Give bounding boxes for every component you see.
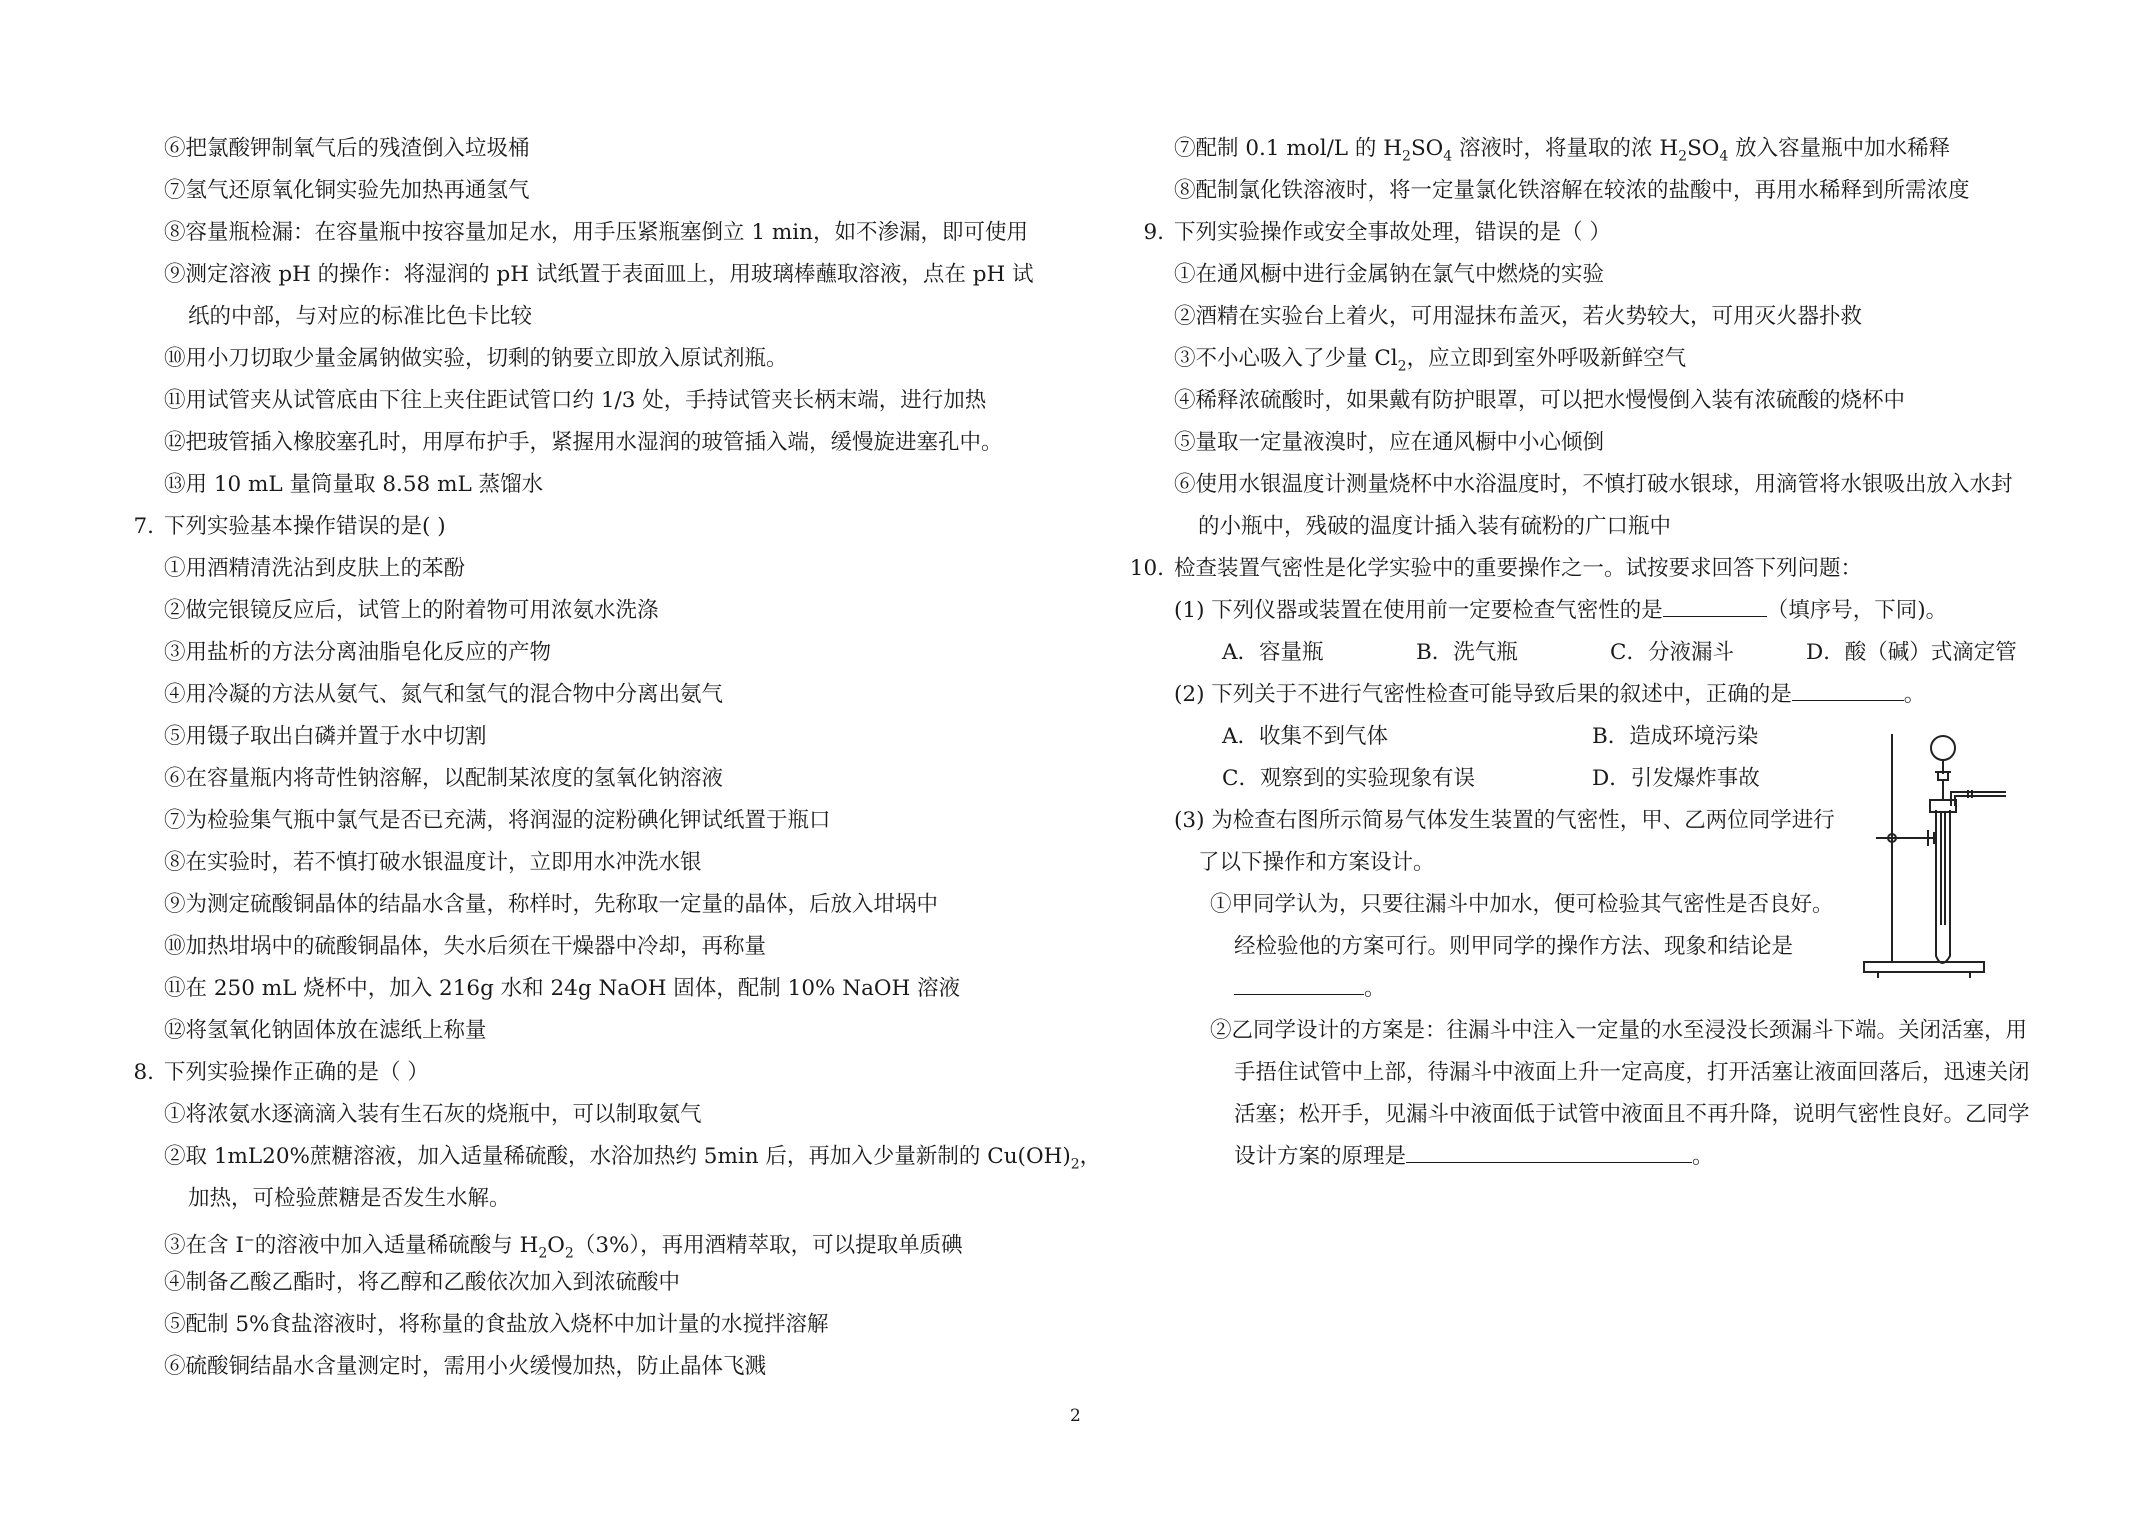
list-item <box>140 1136 1102 1178</box>
list-item <box>140 1220 1060 1262</box>
question-text: 下列实验操作或安全事故处理，错误的是（ ） <box>1174 220 1611 245</box>
list-item-continuation: 经检验他的方案可行。则甲同学的操作方法、现象和结论是 <box>1234 934 1794 959</box>
text-span: 放入容量瓶中加水稀释 <box>1728 136 1951 161</box>
subscript: 2 <box>1070 1156 1080 1173</box>
text-span: SO <box>1410 136 1444 161</box>
list-item: ⑤用镊子取出白磷并置于水中切割 <box>164 724 487 749</box>
subscript: 4 <box>1719 148 1729 165</box>
option-c: C．观察到的实验现象有误 <box>1222 766 1475 791</box>
page-number: 2 <box>1070 1406 1081 1426</box>
text-span: 的溶液中加入适量稀硫酸与 H <box>254 1233 539 1259</box>
list-item: ⑩用小刀切取少量金属钠做实验，切剩的钠要立即放入原试剂瓶。 <box>164 346 788 371</box>
list-item: ⑧配制氯化铁溶液时，将一定量氯化铁溶解在较浓的盐酸中，再用水稀释到所需浓度 <box>1174 178 1970 203</box>
answer-blank[interactable] <box>1792 682 1904 701</box>
list-item: ⑧容量瓶检漏：在容量瓶中按容量加足水，用手压紧瓶塞倒立 1 min，如不渗漏，即可使用 <box>164 220 1028 245</box>
option-a: A．容量瓶 <box>1222 640 1324 665</box>
subscript: 2 <box>1402 148 1411 165</box>
list-item: ①用酒精清洗沾到皮肤上的苯酚 <box>164 556 466 581</box>
list-item: ⑦为检验集气瓶中氯气是否已充满，将润湿的淀粉碘化钾试纸置于瓶口 <box>164 808 831 833</box>
list-item: ②酒精在实验台上着火，可用湿抹布盖灭，若火势较大，可用灭火器扑救 <box>1174 304 1863 329</box>
list-item <box>1150 338 2050 380</box>
list-item: ⑨测定溶液 pH 的操作：将湿润的 pH 试纸置于表面皿上，用玻璃棒蘸取溶液，点在 pH 试 <box>164 262 1034 287</box>
list-item: ④制备乙酸乙酯时，将乙醇和乙酸依次加入到浓硫酸中 <box>164 1270 681 1295</box>
question-8-stem <box>100 1052 1060 1094</box>
sub-question-3: (3) 为检查右图所示简易气体发生装置的气密性，甲、乙两位同学进行 <box>1174 808 1835 833</box>
subscript: 2 <box>538 1245 548 1262</box>
option-b: B．造成环境污染 <box>1592 724 1759 749</box>
sub-question-3-continuation: 了以下操作和方案设计。 <box>1198 850 1435 875</box>
list-item: ⑧在实验时，若不慎打破水银温度计，立即用水冲洗水银 <box>164 850 702 875</box>
sub-question-2 <box>1150 674 2050 716</box>
text-span: (1) 下列仪器或装置在使用前一定要检查气密性的是 <box>1174 598 1663 623</box>
question-number: 9. <box>1143 220 1164 245</box>
list-item: ⑥使用水银温度计测量烧杯中水浴温度时，不慎打破水银球，用滴管将水银吸出放入水封 <box>1174 472 2013 497</box>
text-span: 。 <box>1692 1144 1714 1169</box>
text-span: ②取 1mL20%蔗糖溶液，加入适量稀硫酸，水浴加热约 5min 后，再加入少量新制的 Cu(OH) <box>164 1144 1071 1169</box>
option-d: D．引发爆炸事故 <box>1592 766 1760 791</box>
left-column <box>133 128 1102 1388</box>
gas-generator-apparatus-figure <box>1858 720 2058 980</box>
list-item-continuation: 的小瓶中，残破的温度计插入装有硫粉的广口瓶中 <box>1198 514 1672 539</box>
text-span: O <box>547 1233 565 1259</box>
text-span: （填序号，下同)。 <box>1766 598 1948 623</box>
list-item: ②乙同学设计的方案是：往漏斗中注入一定量的水至浸没长颈漏斗下端。关闭活塞，用 <box>1210 1018 2028 1043</box>
list-item: ⑤量取一定量液溴时，应在通风橱中小心倾倒 <box>1174 430 1605 455</box>
subscript: 2 <box>1397 358 1407 375</box>
question-7-stem <box>100 506 1060 548</box>
superscript: − <box>243 1233 255 1248</box>
list-item: ⑥在容量瓶内将苛性钠溶解，以配制某浓度的氢氧化钠溶液 <box>164 766 724 791</box>
question-text: 下列实验基本操作错误的是( ) <box>164 514 446 539</box>
list-item: ⑫将氢氧化钠固体放在滤纸上称量 <box>164 1018 487 1043</box>
list-item: ⑬用 10 mL 量筒量取 8.58 mL 蒸馏水 <box>164 472 544 497</box>
list-item-continuation: 活塞；松开手，见漏斗中液面低于试管中液面且不再升降，说明气密性良好。乙同学 <box>1234 1102 2030 1127</box>
list-item-continuation: 加热，可检验蔗糖是否发生水解。 <box>188 1186 511 1211</box>
list-item: ⑥把氯酸钾制氧气后的残渣倒入垃圾桶 <box>164 136 530 161</box>
text-span: ③不小心吸入了少量 Cl <box>1174 346 1398 371</box>
text-span: ③在含 I <box>164 1233 244 1259</box>
text-span: SO <box>1687 136 1720 161</box>
answer-blank[interactable] <box>1234 976 1364 995</box>
text-span: (2) 下列关于不进行气密性检查可能导致后果的叙述中，正确的是 <box>1174 682 1792 707</box>
question-text: 下列实验操作正确的是（ ） <box>164 1060 429 1085</box>
subscript: 4 <box>1443 148 1453 165</box>
text-span: 。 <box>1903 682 1926 707</box>
list-item: ④用冷凝的方法从氨气、氮气和氢气的混合物中分离出氨气 <box>164 682 724 707</box>
list-item: ①将浓氨水逐滴滴入装有生石灰的烧瓶中，可以制取氨气 <box>164 1102 702 1127</box>
option-a: A．收集不到气体 <box>1222 724 1389 749</box>
option-c: C．分液漏斗 <box>1610 640 1734 665</box>
text-span: ，应立即到室外呼吸新鲜空气 <box>1406 346 1687 371</box>
question-9-stem <box>1110 212 2050 254</box>
list-item: ①在通风橱中进行金属钠在氯气中燃烧的实验 <box>1174 262 1605 287</box>
subscript: 2 <box>1678 148 1688 165</box>
text-span: 设计方案的原理是 <box>1234 1144 1407 1169</box>
subscript: 2 <box>564 1245 574 1262</box>
text-span: ， <box>1079 1144 1102 1169</box>
question-10-stem <box>1110 548 2050 590</box>
list-item: ⑨为测定硫酸铜晶体的结晶水含量，称样时，先称取一定量的晶体，后放入坩埚中 <box>164 892 939 917</box>
question-number: 7. <box>133 514 154 539</box>
list-item: ②做完银镜反应后，试管上的附着物可用浓氨水洗涤 <box>164 598 659 623</box>
question-text: 检查装置气密性是化学实验中的重要操作之一。试按要求回答下列问题： <box>1174 556 1863 581</box>
list-item: ⑦氢气还原氧化铜实验先加热再通氢气 <box>164 178 530 203</box>
question-number: 10. <box>1129 556 1164 581</box>
list-item-continuation: 纸的中部，与对应的标准比色卡比较 <box>188 304 533 329</box>
list-item: ⑫把玻管插入橡胶塞孔时，用厚布护手，紧握用水湿润的玻管插入端，缓慢旋进塞孔中。 <box>164 430 1003 455</box>
sub-question-1 <box>1150 590 2050 632</box>
text-span: 溶液时，将量取的浓 H <box>1452 136 1679 161</box>
right-column <box>1129 128 2050 1178</box>
question-number: 8. <box>133 1060 154 1085</box>
options-row <box>1150 632 2050 674</box>
text-span: （3%），再用酒精萃取，可以提取单质碘 <box>573 1233 963 1259</box>
answer-blank[interactable] <box>1406 1144 1692 1163</box>
list-item: ⑥硫酸铜结晶水含量测定时，需用小火缓慢加热，防止晶体飞溅 <box>164 1354 767 1379</box>
text-span: 。 <box>1364 976 1386 1001</box>
option-d: D．酸（碱）式滴定管 <box>1806 640 2017 665</box>
list-item-continuation: 手捂住试管中上部，待漏斗中液面上升一定高度，打开活塞让液面回落后，迅速关闭 <box>1234 1060 2030 1085</box>
list-item: ①甲同学认为，只要往漏斗中加水，便可检验其气密性是否良好。 <box>1210 892 1834 917</box>
list-item-continuation <box>1150 1136 2050 1178</box>
list-item: ③用盐析的方法分离油脂皂化反应的产物 <box>164 640 552 665</box>
text-span: ⑦配制 0.1 mol/L 的 H <box>1174 136 1403 161</box>
answer-blank[interactable] <box>1663 598 1767 617</box>
option-b: B．洗气瓶 <box>1416 640 1518 665</box>
list-item <box>1150 128 2050 170</box>
list-item: ⑪用试管夹从试管底由下往上夹住距试管口约 1/3 处，手持试管夹长柄末端，进行加热 <box>164 388 987 413</box>
list-item: ⑤配制 5%食盐溶液时，将称量的食盐放入烧杯中加计量的水搅拌溶解 <box>164 1312 829 1337</box>
list-item: ⑩加热坩埚中的硫酸铜晶体，失水后须在干燥器中冷却，再称量 <box>164 934 767 959</box>
list-item: ⑪在 250 mL 烧杯中，加入 216g 水和 24g NaOH 固体，配制 10% NaOH 溶液 <box>164 976 961 1001</box>
list-item: ④稀释浓硫酸时，如果戴有防护眼罩，可以把水慢慢倒入装有浓硫酸的烧杯中 <box>1174 388 1906 413</box>
